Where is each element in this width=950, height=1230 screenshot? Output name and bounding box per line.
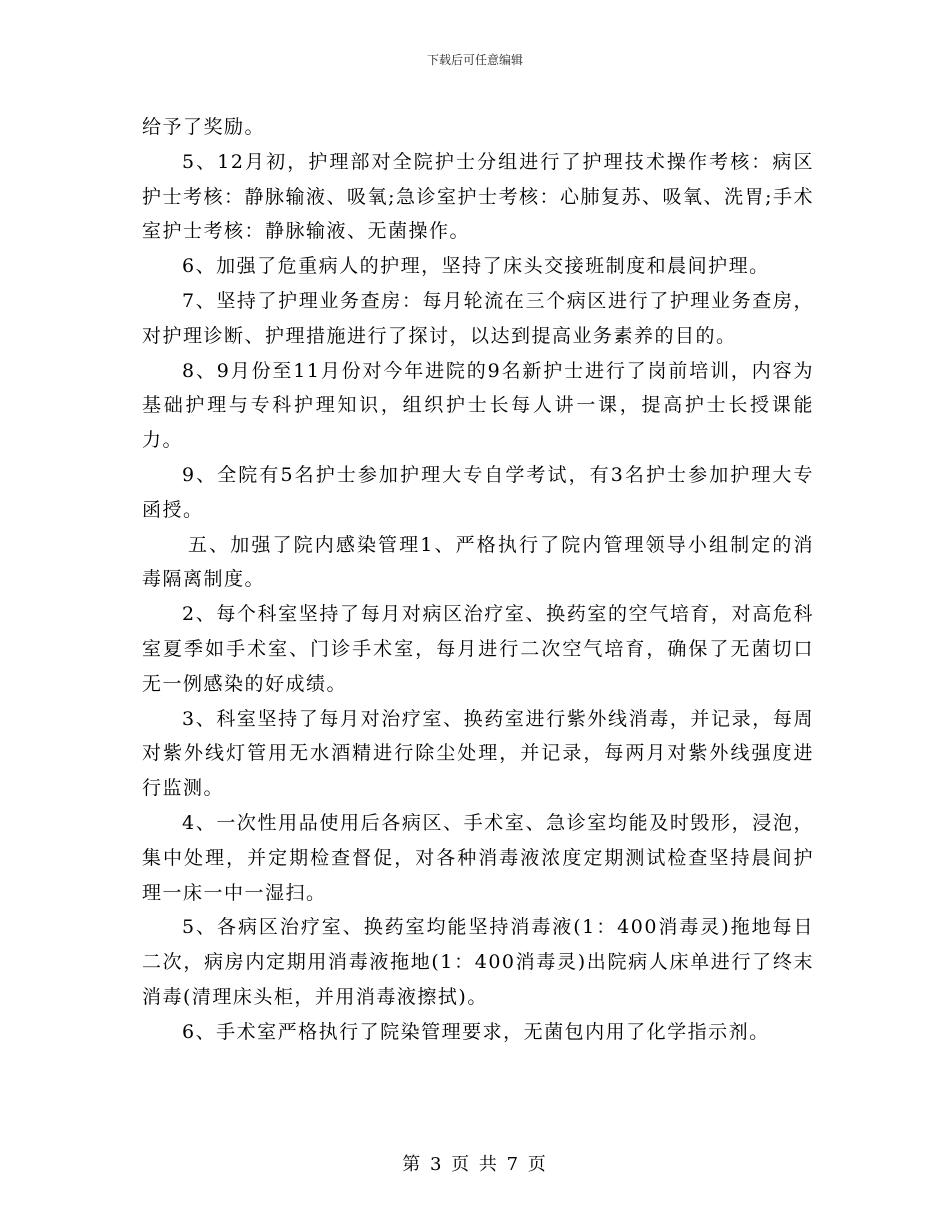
paragraph-item-3-uv-disinfection: 3、科室坚持了每月对治疗室、换药室进行紫外线消毒，并记录，每周对紫外线灯管用无水酒精进行除尘处理，并记录，每两月对紫外线强度进行监测。 xyxy=(142,707,814,800)
paragraph-item-6-operating-room: 6、手术室严格执行了院染管理要求，无菌包内用了化学指示剂。 xyxy=(182,1020,770,1043)
paragraph-continuation: 给予了奖励。 xyxy=(142,116,266,138)
paragraph-item-6-critical-care: 6、加强了危重病人的护理，坚持了床头交接班制度和晨间护理。 xyxy=(182,255,770,278)
document-body xyxy=(142,110,814,1050)
page-header: 下载后可任意编辑 xyxy=(426,53,523,67)
section-heading-infection-control: 五、加强了院内感染管理1、严格执行了院内管理领导小组制定的消毒隔离制度。 xyxy=(142,533,814,591)
paragraph-item-5-floor-disinfection: 5、各病区治疗室、换药室均能坚持消毒液(1：400消毒灵)拖地每日二次，病房内定期用消毒液拖地(1：400消毒灵)出院病人床单进行了终末消毒(清理床头柜，并用消毒液擦拭)。 xyxy=(142,916,814,1008)
paragraph-item-2-air-culture: 2、每个科室坚持了每月对病区治疗室、换药室的空气培育，对高危科室夏季如手术室、门诊手术室，每月进行二次空气培育，确保了无菌切口无一例感染的好成绩。 xyxy=(142,603,814,695)
paragraph-item-5-skills-exam: 5、12月初，护理部对全院护士分组进行了护理技术操作考核：病区护士考核：静脉输液、吸氧;急诊室护士考核：心肺复苏、吸氧、洗胃;手术室护士考核：静脉输液、无菌操作。 xyxy=(142,150,814,243)
paragraph-item-9-education: 9、全院有5名护士参加护理大专自学考试，有3名护士参加护理大专函授。 xyxy=(142,463,814,521)
paragraph-item-7-ward-rounds: 7、坚持了护理业务查房：每月轮流在三个病区进行了护理业务查房，对护理诊断、护理措施进行了探讨，以达到提高业务素养的目的。 xyxy=(142,289,814,347)
paragraph-item-8-new-nurse-training: 8、9月份至11月份对今年进院的9名新护士进行了岗前培训，内容为基础护理与专科护理知识，组织护士长每人讲一课，提高护士长授课能力。 xyxy=(142,359,814,452)
page-number-footer: 第 3 页 共 7 页 xyxy=(402,1154,548,1175)
paragraph-item-4-disposables: 4、一次性用品使用后各病区、手术室、急诊室均能及时毁形，浸泡，集中处理，并定期检查督促，对各种消毒液浓度定期测试检查坚持晨间护理一床一中一湿扫。 xyxy=(142,811,814,904)
